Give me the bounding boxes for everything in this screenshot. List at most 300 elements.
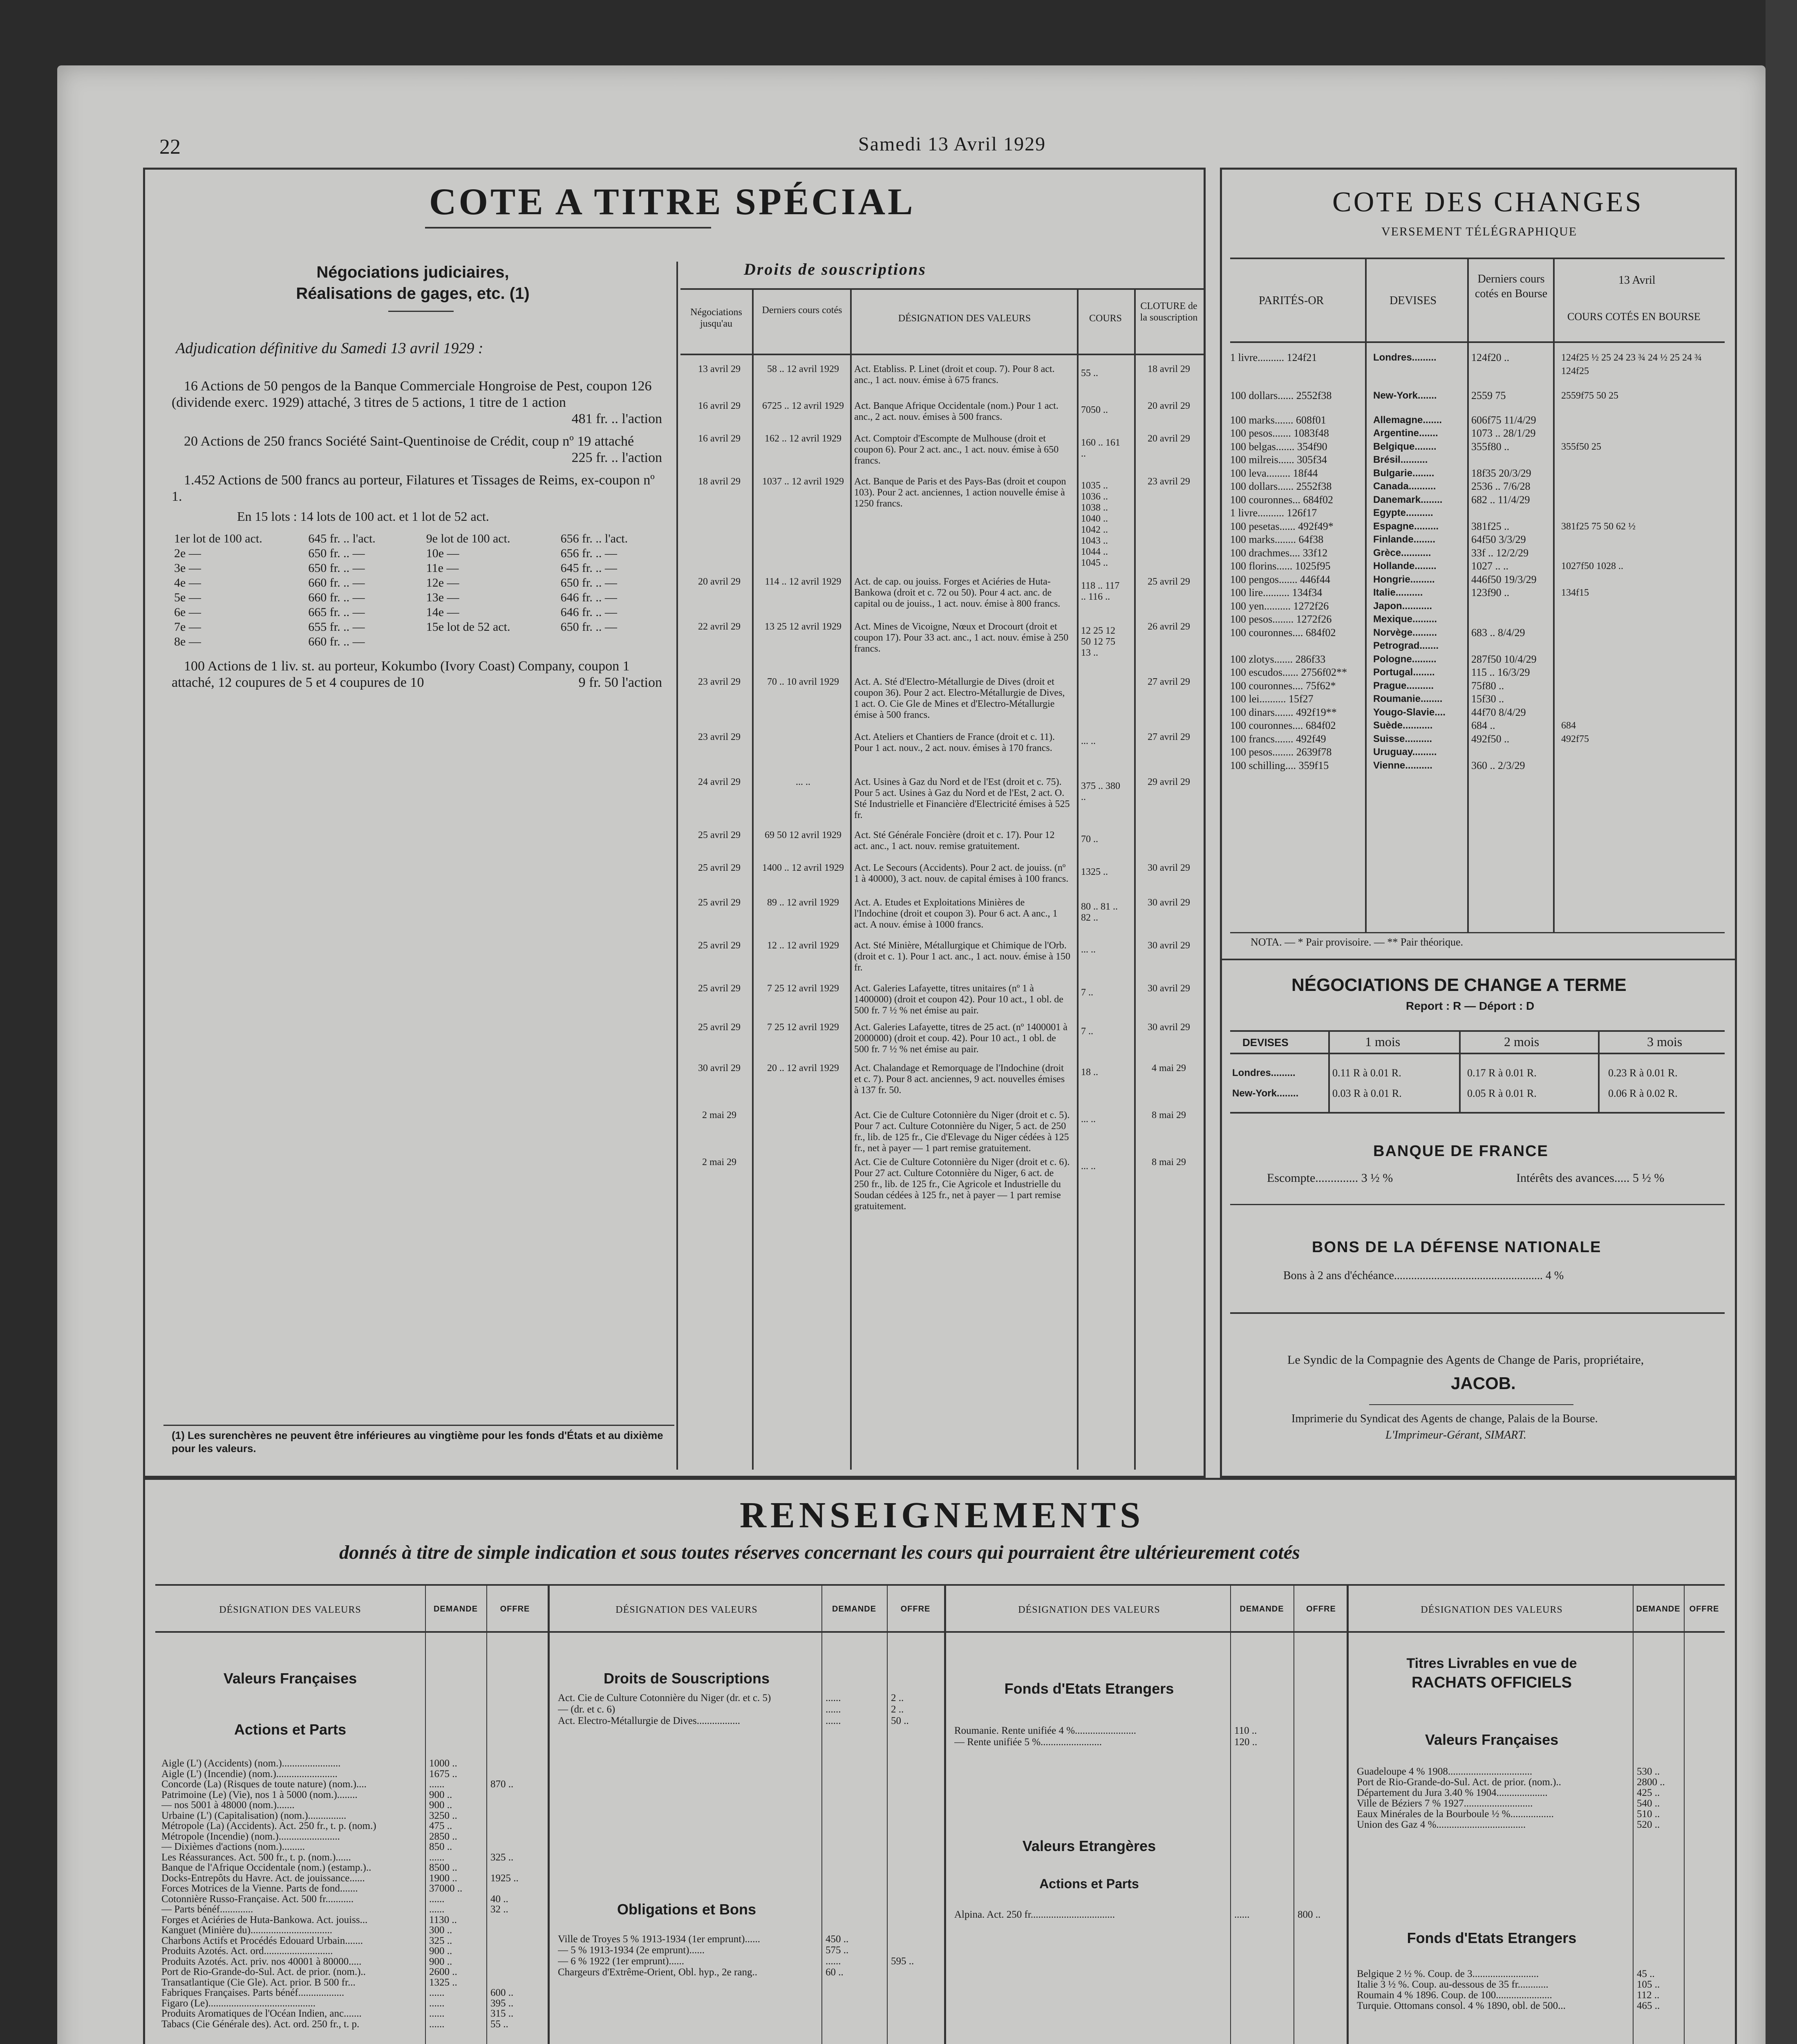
- change-parite: 100 belgas....... 354f90: [1230, 440, 1327, 453]
- rens-value-offre: 50 ..: [891, 1715, 909, 1726]
- rens-value-name: Concorde (La) (Risques de toute nature) (nom.)....: [161, 1779, 367, 1790]
- change-parite: 100 dollars...... 2552f38: [1230, 480, 1332, 492]
- souscription-cours: 118 .. 117 .. 116 ..: [1081, 580, 1120, 602]
- souscription-cloture: 20 avril 29: [1148, 401, 1190, 411]
- rens-value-name: Produits Aromatiques de l'Océan Indien, anc.......: [161, 2008, 362, 2019]
- item-text: 20 Actions de 250 francs Société Saint-Quentinoise de Crédit, coup nº 19 attaché: [184, 434, 634, 449]
- rens-section-title: Valeurs Etrangères: [1022, 1838, 1156, 1854]
- lot-cell: 4e —: [174, 576, 201, 589]
- rens-value-demande: 60 ..: [826, 1967, 844, 1978]
- changes-title: COTE DES CHANGES: [1332, 186, 1643, 218]
- rens-value-name: — Rente unifiée 5 %........................: [954, 1737, 1102, 1748]
- lots-intro: En 15 lots : 14 lots de 100 act. et 1 lot de 52 act.: [237, 509, 489, 524]
- souscription-cloture: 30 avril 29: [1148, 897, 1190, 908]
- lot-row: [172, 634, 662, 649]
- adjudication-item: [172, 433, 662, 466]
- rens-section-title: Titres Livrables en vue de: [1406, 1656, 1577, 1671]
- rens-section-title: Actions et Parts: [234, 1721, 347, 1738]
- rens-value-name: Turquie. Ottomans consol. 4 % 1890, obl. de 500...: [1357, 2000, 1566, 2011]
- rens-value-name: Kanguet (Minière du)................................: [161, 1925, 332, 1936]
- souscription-derniers-cours: 1037 .. 12 avril 1929: [762, 476, 844, 487]
- rens-value-offre: 32 ..: [490, 1904, 508, 1915]
- rens-value-demande: 900 ..: [429, 1945, 452, 1957]
- rens-column-divider: [425, 1584, 426, 2044]
- change-dernier-cours: 682 .. 11/4/29: [1471, 493, 1530, 506]
- binding-spine: [1766, 0, 1797, 2044]
- change-dernier-cours: 492f50 ..: [1471, 733, 1510, 745]
- souscription-cours: 375 .. 380 ..: [1081, 781, 1120, 802]
- rens-value-name: Banque de l'Afrique Occidentale (nom.) (estamp.)..: [161, 1862, 371, 1873]
- souscription-cloture: 4 mai 29: [1152, 1063, 1186, 1074]
- rens-value-demande: 2850 ..: [429, 1831, 457, 1842]
- rens-section-title: Valeurs Françaises: [1425, 1731, 1559, 1748]
- rens-value-demande: 1000 ..: [429, 1758, 457, 1769]
- souscription-date: 25 avril 29: [698, 983, 741, 994]
- rens-value-demande: 465 ..: [1637, 2000, 1660, 2011]
- change-parite: 100 pengos....... 446f44: [1230, 573, 1330, 585]
- rens-value-demande: ......: [826, 1715, 841, 1726]
- lot-cell: 14e —: [426, 605, 459, 619]
- rens-value-demande: ......: [826, 1956, 841, 1967]
- change-cours-cotes: 124f25 ½ 25 24 23 ¾ 24 ½ 25 24 ¾: [1561, 352, 1702, 363]
- rens-value-demande: 3250 ..: [429, 1810, 457, 1821]
- souscription-designation: Act. de cap. ou jouiss. Forges et Aciéries de Huta-Bankowa (droit et c. 72 ou 50). Pour 4 act. anc. de capital ou de jouiss., 1 act. nouv. émise à 800 francs.: [854, 576, 1061, 609]
- souscription-cloture: 20 avril 29: [1148, 433, 1190, 444]
- lot-cell: 15e lot de 52 act.: [426, 620, 510, 634]
- change-devise: Suède...........: [1373, 720, 1433, 731]
- rens-value-name: Patrimoine (Le) (Vie), nos 1 à 5000 (nom.)........: [161, 1789, 358, 1800]
- lot-cell: 646 fr. .. —: [560, 605, 617, 619]
- rens-value-demande: 1325 ..: [429, 1977, 457, 1988]
- rens-value-name: Italie 3 ½ %. Coup. au-dessous de 35 fr............: [1357, 1979, 1549, 1990]
- change-devise: Pologne.........: [1373, 653, 1437, 665]
- change-dernier-cours: 287f50 10/4/29: [1471, 653, 1537, 665]
- negociations-title-line2: Réalisations de gages, etc. (1): [296, 285, 530, 303]
- rens-value-name: Aigle (L') (Incendie) (nom.)........................: [161, 1768, 338, 1780]
- souscription-cloture: 27 avril 29: [1148, 732, 1190, 742]
- rens-value-demande: 37000 ..: [429, 1883, 463, 1894]
- souscription-derniers-cours: 7 25 12 avril 1929: [767, 1022, 839, 1033]
- souscriptions-header-derniers: Derniers cours cotés: [762, 305, 842, 316]
- rens-header-offre: OFFRE: [500, 1605, 530, 1614]
- souscriptions-header-cours: COURS: [1089, 313, 1122, 324]
- lot-cell: 650 fr. .. —: [560, 576, 617, 589]
- rens-value-offre: 55 ..: [490, 2018, 508, 2030]
- negociations-title-line1: Négociations judiciaires,: [316, 263, 509, 281]
- souscription-derniers-cours: 89 .. 12 avril 1929: [767, 897, 839, 908]
- souscription-designation: Act. Ateliers et Chantiers de France (droit et c. 11). Pour 1 act. nouv., 2 act. nouv. émises à 170 francs.: [854, 732, 1055, 753]
- souscription-cours: 7050 ..: [1081, 405, 1108, 415]
- item-text: 16 Actions de 50 pengos de la Banque Commerciale Hongroise de Pest, coupon 126 (dividende exerc. 1929) attaché, 3 titres de 5 actions, 1 titre de 1 action: [172, 379, 652, 410]
- souscription-designation: Act. Galeries Lafayette, titres de 25 act. (nº 1400001 à 2000000) (droit et coup. 42). Pour 10 act., 1 obl. de 500 fr. 7 ½ % net émise au pair.: [854, 1022, 1067, 1055]
- souscription-derniers-cours: 20 .. 12 avril 1929: [767, 1063, 839, 1074]
- rens-value-demande: 120 ..: [1234, 1737, 1258, 1748]
- change-dernier-cours: 123f90 ..: [1471, 587, 1510, 598]
- item-text: 1.452 Actions de 500 francs au porteur, Filatures et Tissages de Reims, ex-coupon nº 1.: [172, 473, 655, 504]
- rens-value-offre: 870 ..: [490, 1779, 514, 1790]
- change-cours-cotes: 2559f75 50 25: [1561, 390, 1618, 401]
- change-parite: 100 pesos....... 1083f48: [1230, 427, 1329, 439]
- column-divider: [676, 262, 678, 1470]
- kokumbo-item: [172, 658, 662, 695]
- change-parite: 100 pesetas...... 492f49*: [1230, 520, 1334, 532]
- souscription-date: 23 avril 29: [698, 677, 741, 687]
- rens-value-name: Urbaine (L') (Capitalisation) (nom.)...............: [161, 1810, 347, 1821]
- souscription-cloture: 30 avril 29: [1148, 863, 1190, 873]
- rens-column-divider: [548, 1584, 550, 2044]
- terme-1mois: 0.11 R à 0.01 R.: [1332, 1067, 1401, 1079]
- souscription-derniers-cours: 69 50 12 avril 1929: [765, 830, 841, 840]
- rens-value-demande: 900 ..: [429, 1789, 452, 1800]
- change-devise: Vienne..........: [1373, 760, 1432, 771]
- terme-header-devises: DEVISES: [1242, 1036, 1289, 1049]
- souscription-cours: 7 ..: [1081, 987, 1093, 998]
- souscription-date: 16 avril 29: [698, 433, 741, 444]
- adjudication-heading: Adjudication définitive du Samedi 13 avril 1929 :: [176, 340, 483, 357]
- change-parite: 100 couronnes... 684f02: [1230, 493, 1334, 506]
- change-devise: Danemark........: [1373, 494, 1443, 505]
- souscription-date: 25 avril 29: [698, 940, 741, 951]
- rens-value-offre: 2 ..: [891, 1692, 904, 1703]
- rens-value-name: Produits Azotés. Act. ord...........................: [161, 1945, 333, 1957]
- change-parite: 100 lei.......... 15f27: [1230, 693, 1314, 705]
- change-dernier-cours: 75f80 ..: [1471, 679, 1504, 692]
- change-dernier-cours: 18f35 20/3/29: [1471, 467, 1531, 479]
- souscription-designation: Act. Comptoir d'Escompte de Mulhouse (droit et coupon 6). Pour 2 act. anc., 1 act. nouv. émise à 650 francs.: [854, 433, 1059, 466]
- banque-escompte: Escompte.............. 3 ½ %: [1267, 1171, 1393, 1185]
- souscription-date: 20 avril 29: [698, 576, 741, 587]
- banque-interets: Intérêts des avances..... 5 ½ %: [1516, 1171, 1665, 1185]
- bons-line: Bons à 2 ans d'échéance.................................................... 4 %: [1283, 1269, 1564, 1282]
- rens-value-demande: 8500 ..: [429, 1862, 457, 1873]
- souscription-cloture: 27 avril 29: [1148, 677, 1190, 687]
- kokumbo-text: 100 Actions de 1 liv. st. au porteur, Kokumbo (Ivory Coast) Company, coupon 1 attaché, 12 coupures de 5 et 4 coupures de 10: [172, 659, 630, 690]
- rens-value-demande: 1675 ..: [429, 1768, 457, 1780]
- rens-value-name: Département du Jura 3.40 % 1904....................: [1357, 1787, 1548, 1798]
- terme-devise: New-York........: [1232, 1088, 1299, 1099]
- souscription-date: 25 avril 29: [698, 897, 741, 908]
- page-date: Samedi 13 Avril 1929: [858, 133, 1046, 155]
- rens-value-demande: ......: [1234, 1909, 1250, 1920]
- change-cours-cotes: 1027f50 1028 ..: [1561, 561, 1623, 572]
- souscription-date: 2 mai 29: [702, 1110, 736, 1121]
- souscription-date: 25 avril 29: [698, 863, 741, 873]
- rens-section-title: Actions et Parts: [1039, 1876, 1139, 1891]
- souscription-date: 23 avril 29: [698, 732, 741, 742]
- rens-value-offre: 600 ..: [490, 1987, 514, 1998]
- rens-value-name: — 5 % 1913-1934 (2e emprunt)......: [558, 1945, 705, 1956]
- souscription-cloture: 29 avril 29: [1148, 777, 1190, 787]
- lot-cell: 665 fr. .. —: [308, 605, 365, 619]
- souscription-designation: Act. Usines à Gaz du Nord et de l'Est (droit et c. 75). Pour 5 act. Usines à Gaz du Nord et de l'Est, 2 act. O. Sté Industrielle et Financière d'Electricité émises à 525 fr.: [854, 777, 1070, 820]
- change-parite: 100 milreis...... 305f34: [1230, 454, 1327, 466]
- souscription-designation: Act. Cie de Culture Cotonnière du Niger (droit et c. 5). Pour 7 act. Culture Cotonnière du Niger, 5 act. de 250 fr., lib. de 125 fr., Cie d'Elevage du Niger cédées à 125 fr., net à payer — 1 part remise gratuitement.: [854, 1110, 1070, 1154]
- rens-value-name: Tabacs (Cie Générale des). Act. ord. 250 fr., t. p.: [161, 2018, 360, 2030]
- souscription-date: 18 avril 29: [698, 476, 741, 487]
- souscription-date: 24 avril 29: [698, 777, 741, 787]
- souscription-cloture: 23 avril 29: [1148, 476, 1190, 487]
- souscription-derniers-cours: 7 25 12 avril 1929: [767, 983, 839, 994]
- lot-row: [172, 605, 662, 620]
- change-dernier-cours: 2559 75: [1471, 389, 1506, 401]
- rens-column-divider: [1347, 1584, 1349, 2044]
- rens-value-demande: ......: [429, 1851, 445, 1863]
- change-devise: Bulgarie........: [1373, 467, 1434, 479]
- change-cours-cotes: 355f50 25: [1561, 441, 1601, 452]
- rens-column-divider: [486, 1584, 487, 2044]
- change-parite: 100 couronnes.... 684f02: [1230, 719, 1336, 731]
- rens-value-name: Docks-Entrepôts du Havre. Act. de jouissance......: [161, 1872, 365, 1884]
- change-dernier-cours: 115 .. 16/3/29: [1471, 666, 1530, 678]
- lot-cell: 12e —: [426, 576, 459, 589]
- souscription-cloture: 26 avril 29: [1148, 621, 1190, 632]
- souscription-derniers-cours: 13 25 12 avril 1929: [765, 621, 841, 632]
- souscription-date: 13 avril 29: [698, 364, 741, 374]
- terme-title: NÉGOCIATIONS DE CHANGE A TERME: [1291, 975, 1627, 995]
- rens-value-demande: ......: [826, 1692, 841, 1703]
- rens-column-divider: [821, 1584, 822, 2044]
- lot-cell: 8e —: [174, 635, 201, 648]
- change-parite: 100 schilling.... 359f15: [1230, 759, 1329, 771]
- change-devise: Japon...........: [1373, 600, 1432, 612]
- adjudication-item: [172, 378, 662, 427]
- lot-cell: 645 fr. .. —: [560, 561, 617, 575]
- lot-cell: 3e —: [174, 561, 201, 575]
- souscriptions-header-cloture: CLOTURE de la souscription: [1140, 301, 1198, 323]
- change-devise: Brésil..........: [1373, 454, 1428, 465]
- change-cours-cotes: 124f25: [1561, 365, 1589, 377]
- change-dernier-cours: 64f50 3/3/29: [1471, 533, 1526, 545]
- rens-value-demande: ......: [429, 1779, 445, 1790]
- rens-value-demande: ......: [826, 1704, 841, 1715]
- souscription-date: 2 mai 29: [702, 1157, 736, 1168]
- lot-cell: 650 fr. .. —: [308, 547, 365, 560]
- rens-header-demande: DEMANDE: [832, 1605, 877, 1614]
- rens-value-demande: 325 ..: [429, 1935, 452, 1946]
- rens-header-demande: DEMANDE: [433, 1605, 478, 1614]
- rens-header-demande: DEMANDE: [1240, 1605, 1284, 1614]
- lot-cell: 1er lot de 100 act.: [174, 532, 262, 545]
- rens-value-offre: 2 ..: [891, 1704, 904, 1715]
- terme-1mois: 0.03 R à 0.01 R.: [1332, 1087, 1402, 1099]
- souscription-cours: ... ..: [1081, 1114, 1096, 1125]
- souscription-derniers-cours: 162 .. 12 avril 1929: [765, 433, 841, 444]
- change-devise: Egypte..........: [1373, 507, 1433, 518]
- change-dernier-cours: 683 .. 8/4/29: [1471, 626, 1525, 639]
- souscription-cloture: 8 mai 29: [1152, 1157, 1186, 1168]
- changes-subtitle: VERSEMENT TÉLÉGRAPHIQUE: [1381, 225, 1578, 238]
- souscription-date: 16 avril 29: [698, 401, 741, 411]
- change-dernier-cours: 355f80 ..: [1471, 440, 1510, 453]
- rens-section-title: Valeurs Françaises: [223, 1670, 357, 1687]
- banque-title: BANQUE DE FRANCE: [1373, 1143, 1549, 1160]
- rens-value-name: Métropole (La) (Accidents). Act. 250 fr., t. p. (nom.): [161, 1820, 376, 1831]
- terme-2mois: 0.17 R à 0.01 R.: [1467, 1067, 1537, 1079]
- lot-cell: 655 fr. .. —: [308, 620, 365, 634]
- change-dernier-cours: 33f .. 12/2/29: [1471, 547, 1529, 559]
- lot-row: [172, 561, 662, 576]
- rens-value-offre: 595 ..: [891, 1956, 914, 1967]
- change-cours-cotes: 492f75: [1561, 733, 1589, 744]
- rens-value-demande: 540 ..: [1637, 1798, 1660, 1809]
- rens-value-demande: 520 ..: [1637, 1819, 1660, 1830]
- change-parite: 1 livre.......... 124f21: [1230, 352, 1317, 363]
- terme-3mois: 0.06 R à 0.02 R.: [1608, 1087, 1678, 1099]
- change-parite: 100 marks........ 64f38: [1230, 533, 1324, 545]
- change-devise: Prague..........: [1373, 680, 1434, 691]
- rens-value-demande: 425 ..: [1637, 1787, 1660, 1798]
- terme-devise: Londres.........: [1232, 1067, 1296, 1078]
- change-parite: 100 pesos........ 2639f78: [1230, 746, 1332, 758]
- rens-section-title: Obligations et Bons: [617, 1901, 756, 1918]
- lots-table: [172, 531, 662, 649]
- souscription-designation: Act. Sté Minière, Métallurgique et Chimique de l'Orb. (droit et c. 1). Pour 1 act. anc., 1 act. nouv. émise à 150 fr.: [854, 940, 1070, 973]
- change-dernier-cours: 44f70 8/4/29: [1471, 706, 1526, 718]
- changes-header-devises: DEVISES: [1390, 294, 1437, 307]
- cote-footnote: (1) Les surenchères ne peuvent être inférieures au vingtième pour les fonds d'États et au dixième pour les valeurs.: [172, 1429, 663, 1455]
- lot-row: [172, 590, 662, 605]
- lot-cell: 656 fr. .. —: [560, 547, 617, 560]
- rens-column-divider: [887, 1584, 888, 2044]
- rens-value-demande: ......: [429, 2018, 445, 2030]
- rens-value-name: Belgique 2 ½ %. Coup. de 3..........................: [1357, 1968, 1539, 1979]
- change-dernier-cours: 124f20 ..: [1471, 352, 1510, 363]
- rens-value-name: — Parts bénéf.............: [161, 1904, 253, 1915]
- change-parite: 100 escudos...... 2756f02**: [1230, 666, 1347, 678]
- change-dernier-cours: 381f25 ..: [1471, 520, 1510, 532]
- rens-value-demande: 510 ..: [1637, 1809, 1660, 1820]
- renseignements-subtitle: donnés à titre de simple indication et sous toutes réserves concernant les cours qui pourraient être ultérieurement cotés: [339, 1542, 1300, 1563]
- souscription-date: 25 avril 29: [698, 1022, 741, 1033]
- terme-subtitle: Report : R — Déport : D: [1406, 1000, 1535, 1012]
- rens-value-name: Charbons Actifs et Procédés Edouard Urbain.......: [161, 1935, 363, 1946]
- rens-value-name: — nos 5001 à 48000 (nom.).......: [161, 1800, 295, 1811]
- change-parite: 1 livre.......... 126f17: [1230, 507, 1317, 519]
- rens-value-offre: 395 ..: [490, 1997, 514, 2009]
- lot-cell: 646 fr. .. —: [560, 591, 617, 604]
- change-parite: 100 yen.......... 1272f26: [1230, 600, 1329, 612]
- souscription-designation: Act. Sté Générale Foncière (droit et c. 17). Pour 12 act. anc., 1 act. nouv. remise gratuitement.: [854, 830, 1055, 852]
- rens-value-name: Forges et Aciéries de Huta-Bankowa. Act. jouiss...: [161, 1914, 368, 1925]
- lot-cell: 13e —: [426, 591, 459, 604]
- change-cours-cotes: 684: [1561, 720, 1576, 731]
- rens-value-name: — (dr. et c. 6): [558, 1704, 615, 1715]
- changes-header-date: 13 Avril: [1618, 274, 1656, 287]
- souscription-cours: 1325 ..: [1081, 867, 1108, 877]
- souscription-designation: Act. Chalandage et Remorquage de l'Indochine (droit et c. 7). Pour 8 act. anciennes, 9 act. nouvelles émises à 137 fr. 50.: [854, 1063, 1065, 1096]
- lot-cell: 660 fr. .. —: [308, 591, 365, 604]
- change-devise: Grèce...........: [1373, 547, 1431, 558]
- change-parite: 100 drachmes.... 33f12: [1230, 547, 1328, 559]
- rens-value-name: Métropole (Incendie) (nom.)........................: [161, 1831, 340, 1842]
- change-devise: Yougo-Slavie....: [1373, 706, 1446, 718]
- souscription-cours: ... ..: [1081, 1161, 1096, 1172]
- lot-cell: [410, 634, 558, 649]
- syndic-name: JACOB.: [1451, 1374, 1516, 1393]
- terme-header-3mois: 3 mois: [1647, 1034, 1683, 1049]
- change-parite: 100 couronnes.... 684f02: [1230, 626, 1336, 639]
- souscription-derniers-cours: 114 .. 12 avril 1929: [765, 576, 841, 587]
- rens-header-demande: DEMANDE: [1636, 1605, 1681, 1614]
- rens-column-divider: [1633, 1584, 1634, 2044]
- souscription-derniers-cours: 6725 .. 12 avril 1929: [762, 401, 844, 411]
- rens-value-demande: 850 ..: [429, 1841, 452, 1852]
- souscription-designation: Act. Etabliss. P. Linet (droit et coup. 7). Pour 8 act. anc., 1 act. nouv. émise à 675 francs.: [854, 364, 1055, 385]
- lot-cell: 656 fr. .. l'act.: [560, 532, 628, 545]
- souscription-derniers-cours: 70 .. 10 avril 1929: [767, 677, 839, 687]
- lot-cell: 6e —: [174, 605, 201, 619]
- rens-value-name: Roumanie. Rente unifiée 4 %........................: [954, 1725, 1137, 1736]
- rens-value-offre: 315 ..: [490, 2008, 514, 2019]
- souscriptions-title: Droits de souscriptions: [744, 260, 926, 278]
- rens-value-demande: 45 ..: [1637, 1968, 1655, 1979]
- rens-value-name: Produits Azotés. Act. priv. nos 40001 à 80000.....: [161, 1956, 362, 1967]
- terme-2mois: 0.05 R à 0.01 R.: [1467, 1087, 1537, 1099]
- rens-value-name: Alpina. Act. 250 fr.................................: [954, 1909, 1115, 1920]
- rens-header-offre: OFFRE: [900, 1605, 931, 1614]
- change-parite: 100 pesos........ 1272f26: [1230, 613, 1332, 625]
- souscription-cours: 70 ..: [1081, 834, 1098, 845]
- souscriptions-header-date: Négociations jusqu'au: [690, 307, 742, 329]
- rens-value-name: Guadeloupe 4 % 1908.................................: [1357, 1766, 1533, 1777]
- souscription-cours: ... ..: [1081, 736, 1096, 746]
- souscription-cours: 1035 .. 1036 .. 1038 .. 1040 .. 1042 .. 1043 .. 1044 .. 1045 ..: [1081, 480, 1108, 568]
- change-devise: Suisse..........: [1373, 733, 1432, 744]
- rens-header-offre: OFFRE: [1306, 1605, 1336, 1614]
- changes-header-bourse: Derniers cours cotés en Bourse: [1475, 273, 1548, 300]
- change-parite: 100 leva......... 18f44: [1230, 467, 1318, 479]
- gerant-line: L'Imprimeur-Gérant, SIMART.: [1385, 1429, 1526, 1441]
- souscription-cloture: 30 avril 29: [1148, 983, 1190, 994]
- change-devise: Belgique........: [1373, 441, 1437, 452]
- change-parite: 100 francs....... 492f49: [1230, 733, 1326, 745]
- rens-value-demande: 112 ..: [1637, 1990, 1660, 2001]
- souscription-designation: Act. Banque de Paris et des Pays-Bas (droit et coupon 103). Pour 2 act. anciennes, 1 action nouvelle émise à 1250 francs.: [854, 476, 1066, 509]
- souscription-designation: Act. Le Secours (Accidents). Pour 2 act. de jouiss. (nº 1 à 40000), 3 act. nouv. de capital émises à 100 francs.: [854, 863, 1069, 884]
- change-parite: 100 florins...... 1025f95: [1230, 560, 1331, 572]
- souscription-cours: 55 ..: [1081, 368, 1098, 379]
- rens-value-name: Cotonnière Russo-Française. Act. 500 fr...........: [161, 1893, 354, 1905]
- item-price: 481 fr. .. l'action: [571, 411, 662, 426]
- rens-value-name: Eaux Minérales de la Bourboule ½ %.................: [1357, 1809, 1554, 1820]
- change-devise: Roumanie........: [1373, 693, 1443, 704]
- rens-column-divider: [1684, 1584, 1685, 2044]
- negociations-title: [229, 262, 597, 304]
- change-devise: Portugal........: [1373, 667, 1435, 678]
- souscription-cours: 12 25 12 50 12 75 13 ..: [1081, 625, 1115, 658]
- rens-section-title: RACHATS OFFICIELS: [1412, 1674, 1572, 1691]
- rens-value-name: Act. Cie de Culture Cotonnière du Niger (dr. et c. 5): [558, 1692, 771, 1703]
- rens-value-demande: 900 ..: [429, 1956, 452, 1967]
- rens-value-demande: 1130 ..: [429, 1914, 457, 1925]
- rens-header-designation: DÉSIGNATION DES VALEURS: [1018, 1605, 1160, 1615]
- rens-value-name: Ville de Troyes 5 % 1913-1934 (1er emprunt)......: [558, 1934, 760, 1945]
- lot-row: [172, 620, 662, 634]
- rens-value-demande: 450 ..: [826, 1934, 849, 1945]
- souscription-date: 30 avril 29: [698, 1063, 741, 1074]
- change-cours-cotes: 134f15: [1561, 587, 1589, 598]
- change-devise: New-York.......: [1373, 390, 1437, 401]
- change-devise: Allemagne.......: [1373, 414, 1442, 426]
- change-devise: Argentine.......: [1373, 428, 1438, 439]
- rens-value-demande: ......: [429, 2008, 445, 2019]
- bons-title: BONS DE LA DÉFENSE NATIONALE: [1312, 1239, 1602, 1256]
- change-devise: Londres.........: [1373, 352, 1437, 363]
- lot-cell: 645 fr. .. l'act.: [308, 532, 376, 545]
- terme-header-2mois: 2 mois: [1504, 1034, 1540, 1049]
- rens-value-demande: ......: [429, 1904, 445, 1915]
- souscription-designation: Act. Banque Afrique Occidentale (nom.) Pour 1 act. anc., 2 act. nouv. émises à 500 francs.: [854, 401, 1059, 422]
